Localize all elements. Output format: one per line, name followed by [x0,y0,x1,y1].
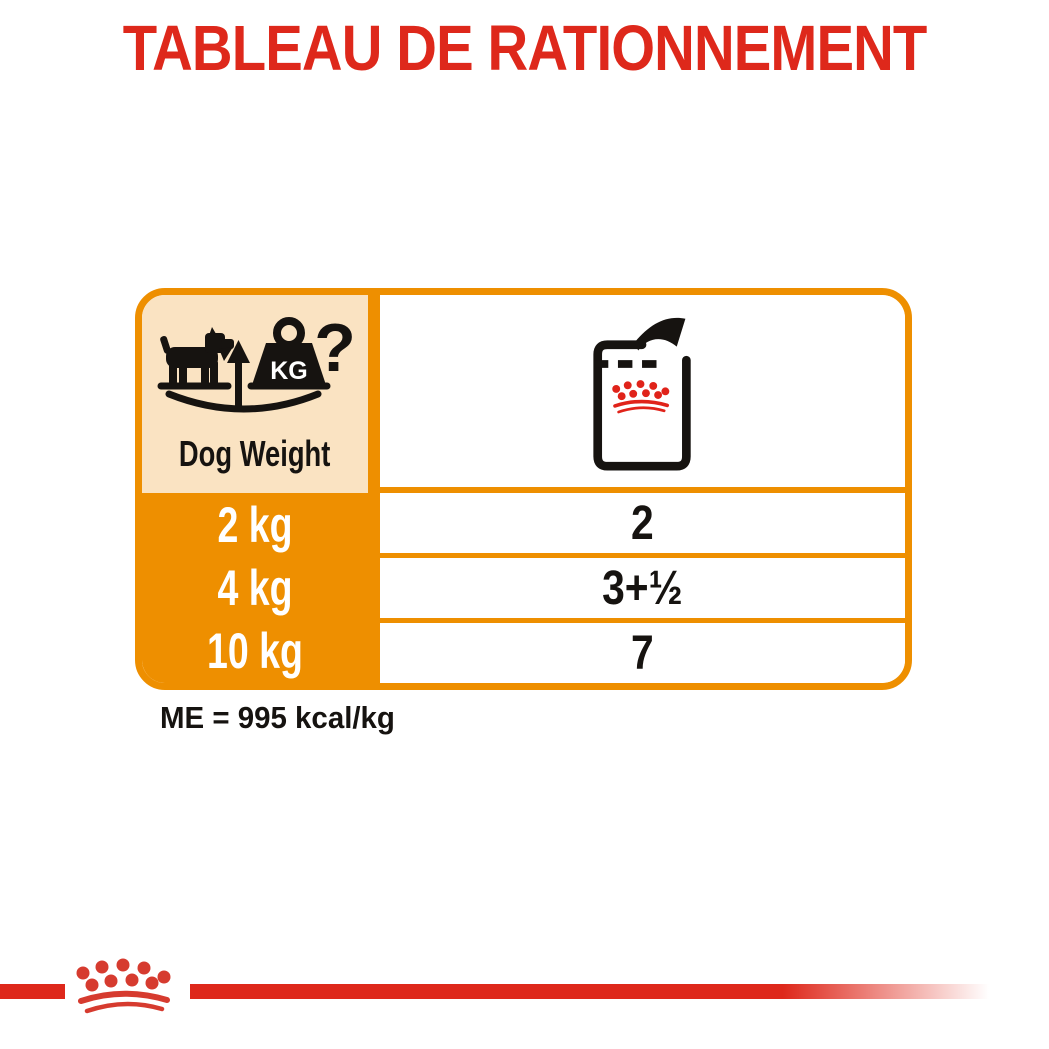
dog-weight-header-cell [142,295,368,493]
weight-cell: 2 kg [217,496,293,553]
table-row [142,620,368,683]
wet-food-pouch-icon [590,307,696,475]
question-mark-icon: ? [314,310,356,386]
scale-plates-icon [161,386,327,409]
footer-red-bar-left [0,984,65,999]
pouch-flap [634,318,685,351]
dog-weight-scale-icon [149,309,361,417]
royal-canin-crown-logo [70,951,188,1019]
footer-red-bar-right [190,984,1049,999]
pouch-header-cell [380,295,905,493]
pouch-count-column [380,493,905,683]
page-title-wrap [0,12,1049,84]
pouch-count-cell: 7 [631,626,654,680]
weight-cell: 10 kg [207,623,303,680]
pouch-count-cell: 2 [631,496,654,550]
metabolizable-energy-note: ME = 995 kcal/kg [160,700,395,735]
kg-label: KG [270,357,308,385]
dog-icon [159,327,234,384]
table-row [380,558,905,623]
table-row [142,493,368,556]
weight-column [142,493,368,683]
ration-table [135,288,912,690]
table-row [380,623,905,683]
table-row [380,493,905,558]
page-title: TABLEAU DE RATIONNEMENT [122,12,927,84]
table-column-divider [368,295,380,683]
pouch-count-cell: 3+½ [602,561,683,615]
table-row [142,556,368,619]
weight-cell: 4 kg [217,559,293,616]
dog-weight-label: Dog Weight [179,433,331,474]
